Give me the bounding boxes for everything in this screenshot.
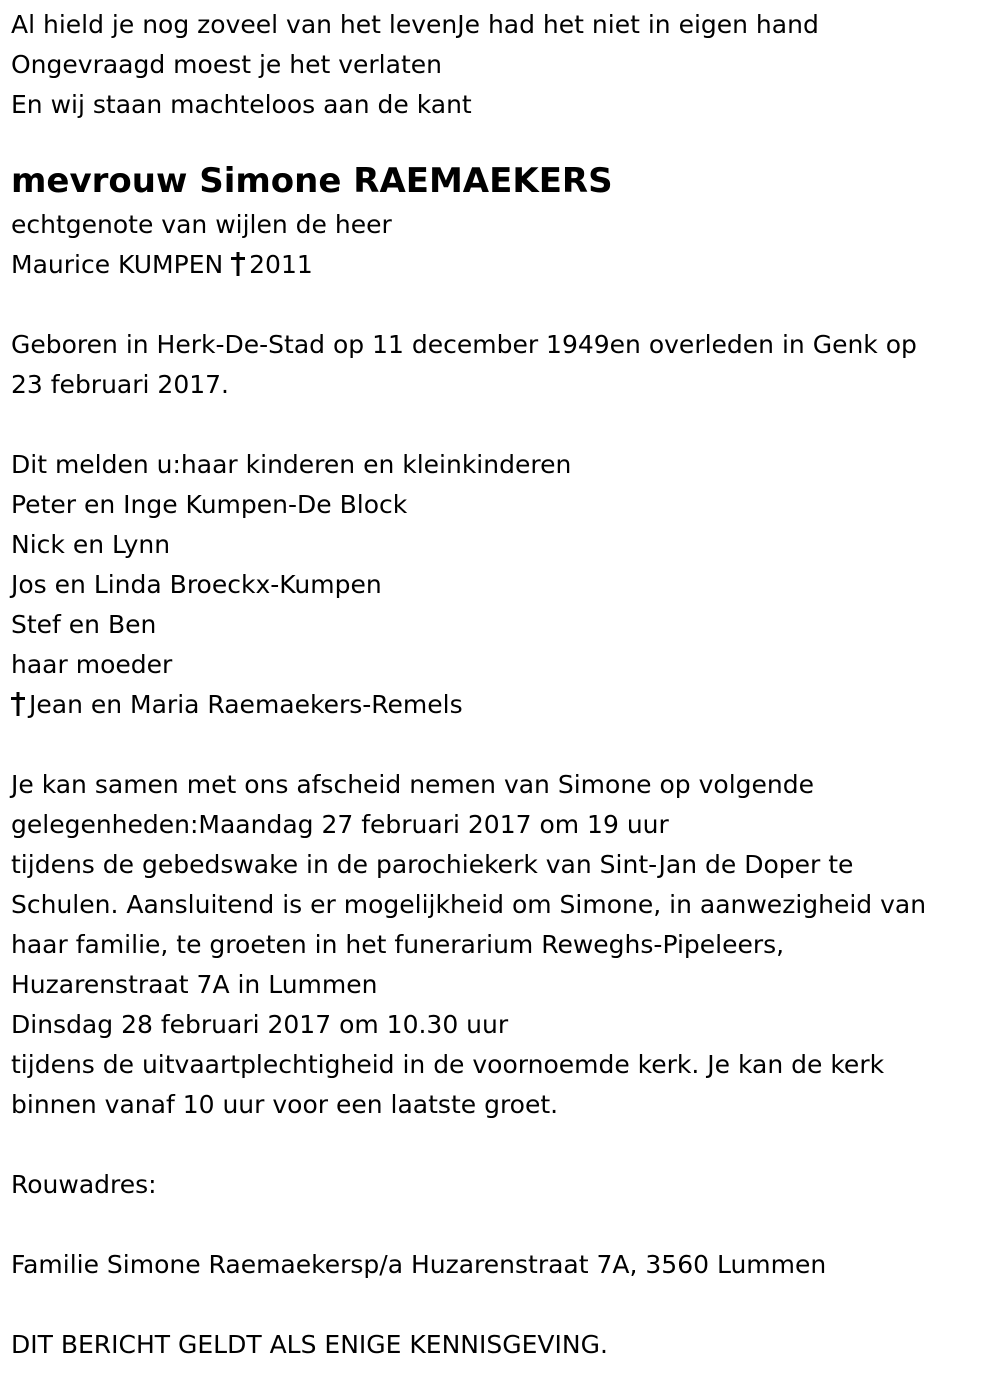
- family-member: Nick en Lynn: [11, 530, 171, 559]
- ceremony-line: Schulen. Aansluitend is er mogelijkheid om Simone, in aanwezigheid van: [11, 890, 927, 919]
- family-member: Stef en Ben: [11, 610, 157, 639]
- obituary-document: [11, 5, 986, 1365]
- ceremony-line: Huzarenstraat 7A in Lummen: [11, 970, 378, 999]
- family-intro: Dit melden u:haar kinderen en kleinkinderen: [11, 450, 572, 479]
- poem-line: Ongevraagd moest je het verlaten: [11, 50, 442, 79]
- poem-line: Al hield je nog zoveel van het levenJe had het niet in eigen hand: [11, 10, 819, 39]
- spouse-line: [11, 245, 986, 285]
- birth-death-line: 23 februari 2017.: [11, 370, 229, 399]
- deceased-name: mevrouw Simone RAEMAEKERS: [11, 161, 613, 201]
- ceremony-line: Je kan samen met ons afscheid nemen van Simone op volgende: [11, 770, 814, 799]
- family-member: Peter en Inge Kumpen-De Block: [11, 490, 408, 519]
- poem: [11, 5, 986, 125]
- spouse-death-year: 2011: [249, 250, 313, 279]
- birth-death-line: Geboren in Herk-De-Stad op 11 december 1949en overleden in Genk op: [11, 330, 917, 359]
- address-label: Rouwadres:: [11, 1170, 157, 1199]
- spouse-name: Maurice KUMPEN: [11, 250, 224, 279]
- cross-icon: [11, 692, 25, 716]
- family-member: Jos en Linda Broeckx-Kumpen: [11, 570, 382, 599]
- family-member-deceased: [11, 685, 986, 725]
- ceremony-line: gelegenheden:Maandag 27 februari 2017 om 19 uur: [11, 810, 669, 839]
- spouse-relation: echtgenote van wijlen de heer: [11, 210, 392, 239]
- ceremony-line: tijdens de gebedswake in de parochiekerk van Sint-Jan de Doper te: [11, 850, 854, 879]
- ceremony-line: Dinsdag 28 februari 2017 om 10.30 uur: [11, 1010, 509, 1039]
- address-value: Familie Simone Raemaekersp/a Huzarenstraat 7A, 3560 Lummen: [11, 1250, 827, 1279]
- ceremony-line: tijdens de uitvaartplechtigheid in de voornoemde kerk. Je kan de kerk: [11, 1050, 885, 1079]
- ceremony-info: [11, 765, 986, 1125]
- notice: DIT BERICHT GELDT ALS ENIGE KENNISGEVING.: [11, 1330, 608, 1359]
- deceased-parents: Jean en Maria Raemaekers-Remels: [29, 690, 463, 719]
- cross-icon: [231, 252, 245, 276]
- ceremony-line: binnen vanaf 10 uur voor een laatste groet.: [11, 1090, 559, 1119]
- ceremony-line: haar familie, te groeten in het funerarium Reweghs-Pipeleers,: [11, 930, 785, 959]
- poem-line: En wij staan machteloos aan de kant: [11, 90, 472, 119]
- family-list: [11, 445, 986, 725]
- family-member: haar moeder: [11, 650, 173, 679]
